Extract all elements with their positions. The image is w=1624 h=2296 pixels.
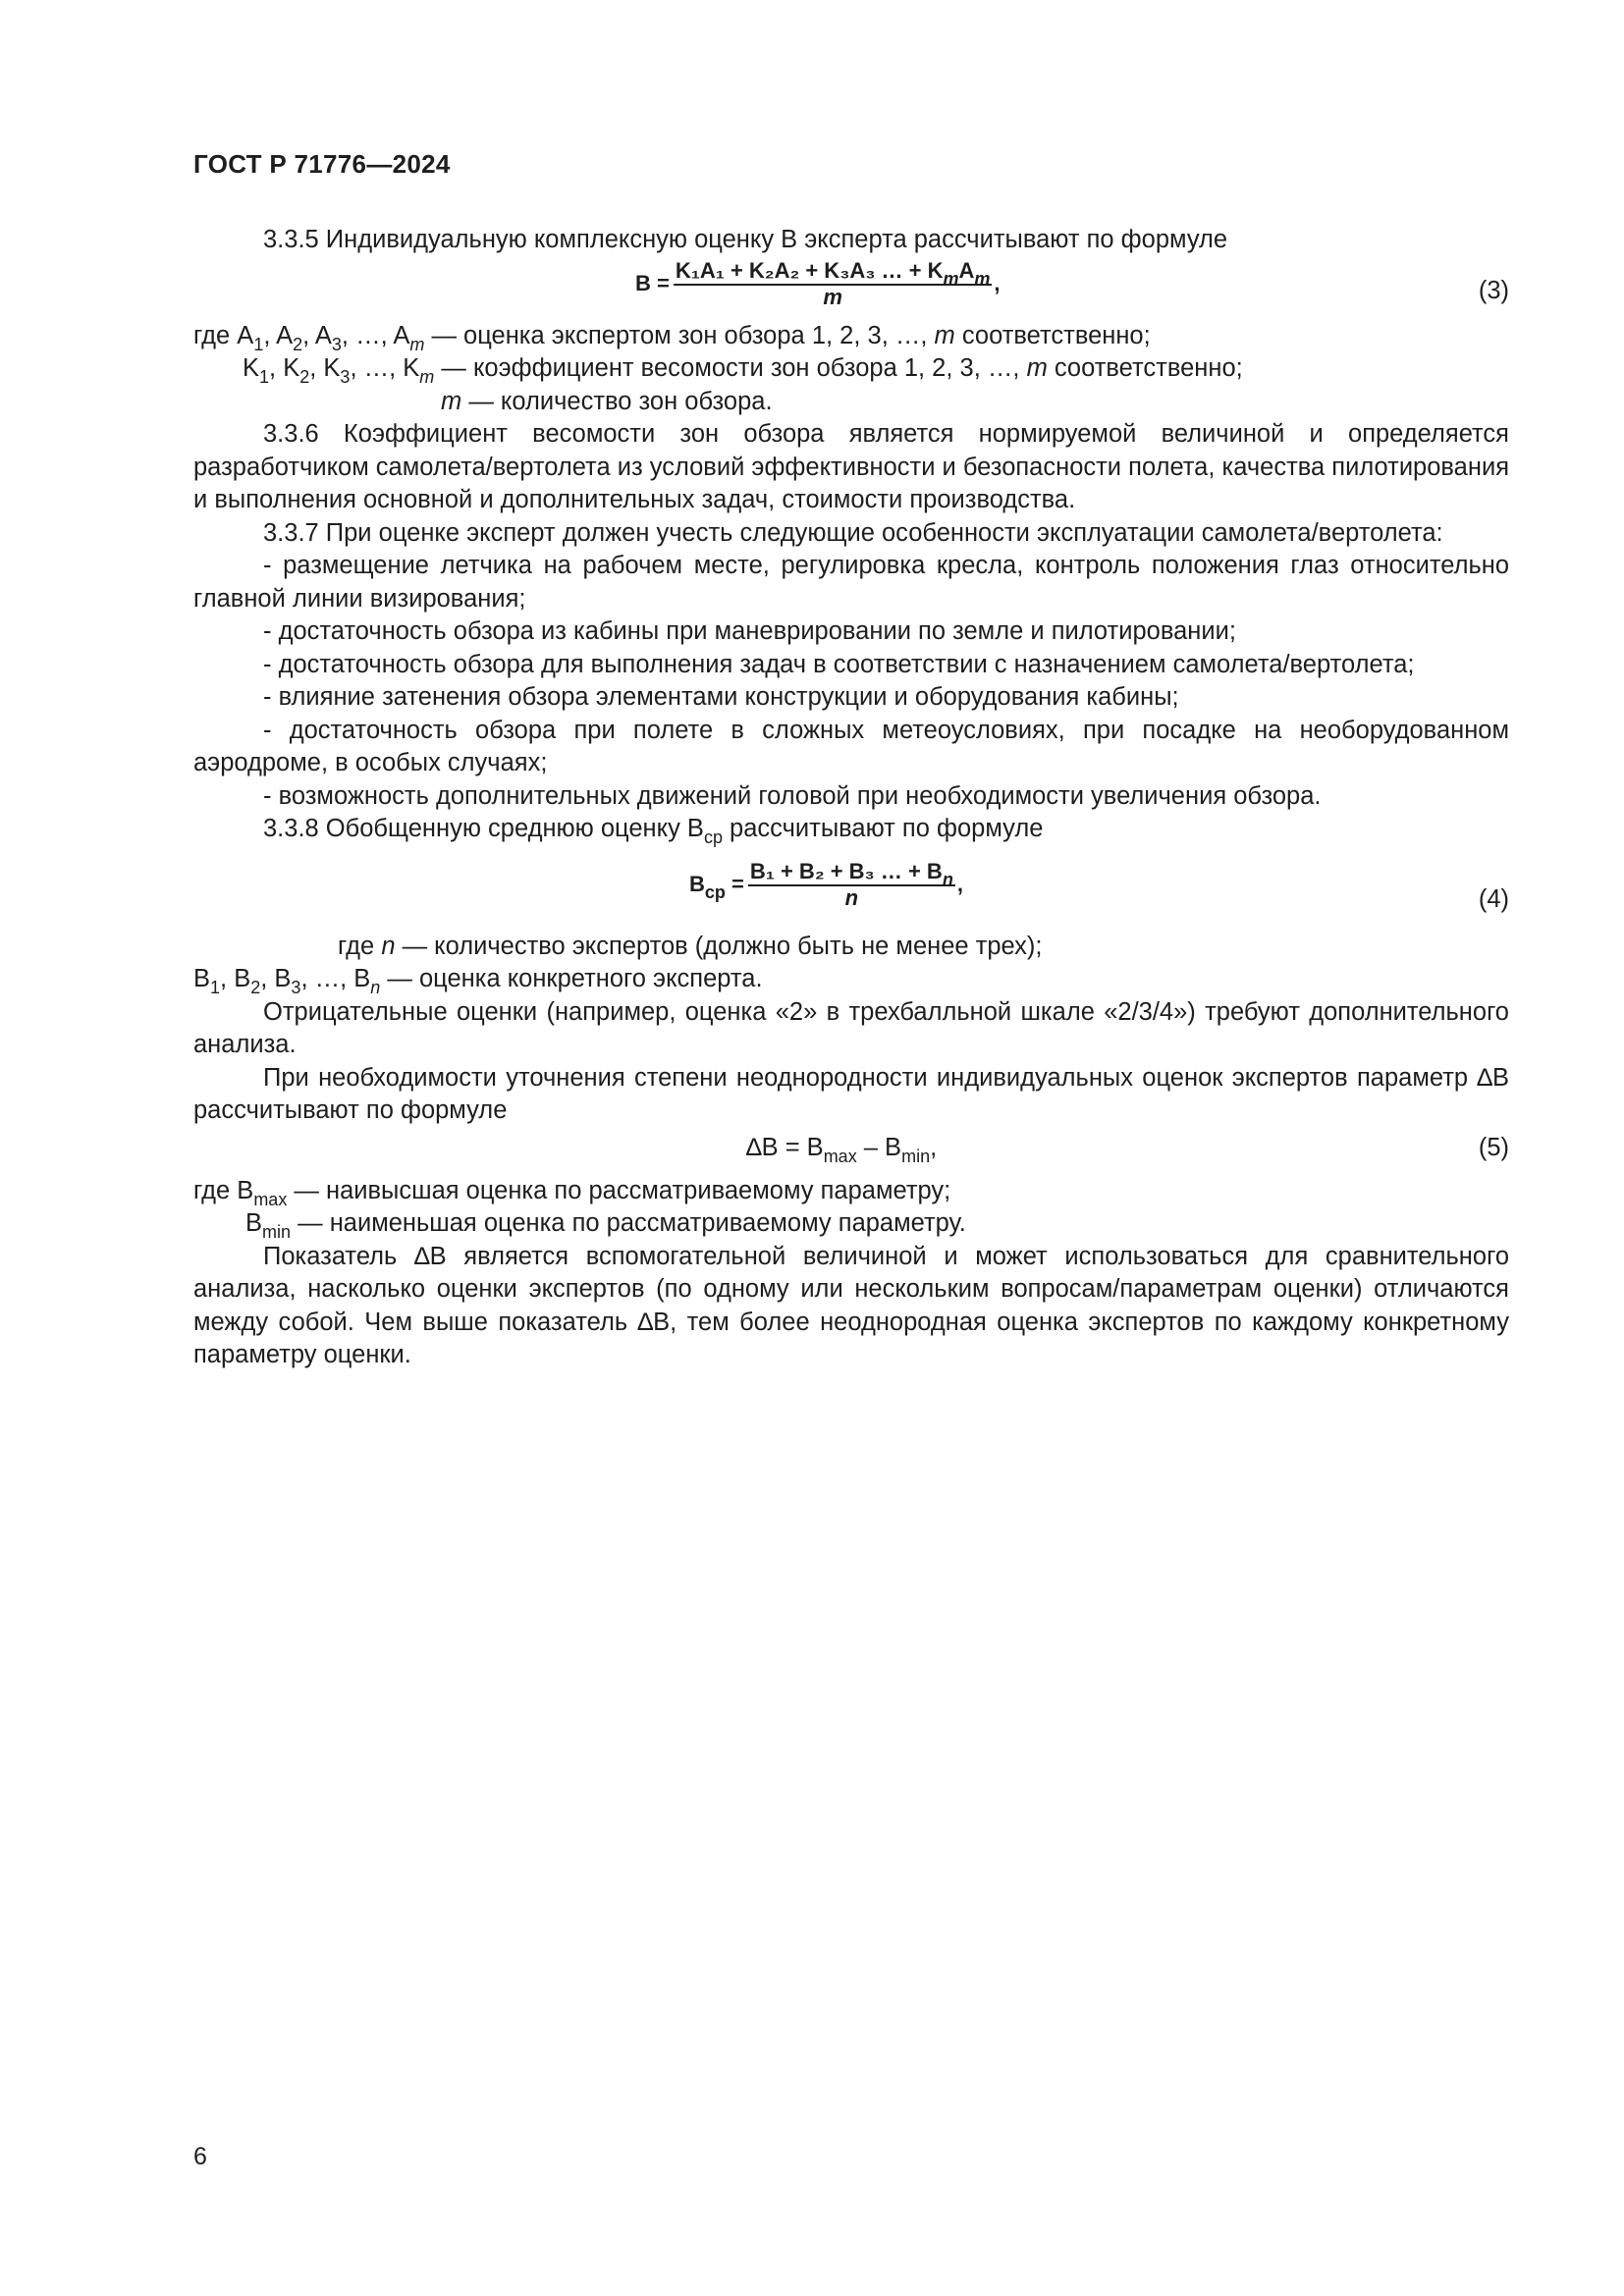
legend-5-line-1: где $В_{max}$ — наивысшая оценка по рассматриваемому параметру; (193, 1176, 951, 1209)
page-number: 6 (193, 2143, 207, 2170)
paragraph-3-3-8: 3.3.8 Обобщенную среднюю оценку $В_{ср}$ рассчитывают по формуле (263, 815, 1044, 847)
bullet-item: - влияние затенения обзора элементами конструкции и оборудования кабины; (263, 683, 1179, 711)
legend-3-line-3: m — количество зон обзора. (441, 387, 773, 415)
formula-4-number: (4) (1478, 884, 1509, 913)
formula-4-lhs: $В_{ср}$ = (689, 872, 744, 903)
legend-4-line-2: $В_1$, $В_2$, $В_3$, …, $В_n$ — оценка конкретного эксперта. (193, 965, 763, 997)
formula-3-denominator: m (823, 284, 842, 309)
page-content (193, 224, 1509, 1372)
formula-3-numerator: K₁A₁ + K₂A₂ + K₃A₃ … + $K_mA_m$ (675, 257, 991, 289)
formula-5-number: (5) (1478, 1133, 1509, 1161)
paragraph-negative-scores: Отрицательные оценки (например, оценка «2» в трехбалльной шкале «2/3/4») требуют дополнительного анализа. (193, 997, 1509, 1058)
bullet-item: - достаточность обзора при полете в сложных метеоусловиях, при посадке на необорудованном аэродроме, в особых случаях; (193, 716, 1509, 776)
bullet-item: - достаточность обзора для выполнения задач в соответствии с назначением самолета/вертолета; (263, 650, 1415, 678)
formula-3-fraction (674, 259, 993, 309)
bullet-item: - возможность дополнительных движений головой при необходимости увеличения обзора. (263, 781, 1322, 810)
formula-4 (193, 846, 1509, 931)
paragraph-3-3-6: 3.3.6 Коэффициент весомости зон обзора является нормируемой величиной и определяется разработчиком самолета/вертолета из условий эффективности и безопасности полета, качества пилотирования и выполнения основной и дополнительных задач, стоимости производства. (193, 420, 1509, 513)
formula-3 (193, 257, 1509, 320)
formula-3-lhs: В = (635, 271, 670, 296)
paragraph-3-3-5: 3.3.5 Индивидуальную комплексную оценку В эксперта рассчитывают по формуле (263, 226, 1228, 253)
legend-3-line-2: $K_1$, $K_2$, $K_3$, …, $K_m$ — коэффициент весомости зон обзора 1, 2, 3, …, m соответственно; (243, 354, 1243, 387)
legend-4-line-1: где n — количество экспертов (должно быть не менее трех); (338, 932, 1043, 960)
bullet-item: - достаточность обзора из кабины при маневрировании по земле и пилотировании; (263, 617, 1236, 645)
formula-4-denominator: n (844, 884, 859, 910)
bullet-item: - размещение летчика на рабочем месте, регулировка кресла, контроль положения глаз относительно главной линии визирования; (193, 552, 1509, 613)
standard-header: ГОСТ Р 71776—2024 (193, 149, 451, 179)
formula-5 (193, 1128, 1509, 1175)
formula-3-expression: В = $\frac{K_1A_1 + K_2A_2 + K_3A_3 \dots + K_mA_m}{m}$ , (635, 257, 1001, 309)
formula-3-number: (3) (1478, 276, 1509, 304)
formula-5-expression: $\Delta В = В_{max} - В_{min}$, (746, 1133, 938, 1166)
formula-4-numerator: В₁ + В₂ + В₃ … + $В_n$ (749, 858, 953, 889)
legend-5-line-2: $В_{min}$ — наименьшая оценка по рассматриваемому параметру. (245, 1209, 966, 1242)
paragraph-heterogeneity: При необходимости уточнения степени неоднородности индивидуальных оценок экспертов параметр ∆В рассчитывают по формуле (193, 1063, 1509, 1124)
legend-3-line-1: где $A_1$, $A_2$, $A_3$, …, $A_m$ — оценка экспертом зон обзора 1, 2, 3, …, m соответственно; (193, 321, 1151, 354)
paragraph-3-3-7: 3.3.7 При оценке эксперт должен учесть следующие особенности эксплуатации самолета/вертолета: (263, 518, 1443, 547)
formula-4-expression: $В_{ср}$ = $\frac{В_1 + В_2 + В_3 \dots + В_n}{n}$ , (689, 858, 963, 910)
formula-4-fraction (748, 860, 955, 910)
paragraph-indicator: Показатель ∆В является вспомогательной величиной и может использоваться для сравнительного анализа, насколько оценки экспертов (по одному или нескольким вопросам/параметрам оценки) отличаются между собой. Чем выше показатель ∆В, тем более неоднородная оценка экспертов по каждому конкретному параметру оценки. (193, 1242, 1509, 1368)
